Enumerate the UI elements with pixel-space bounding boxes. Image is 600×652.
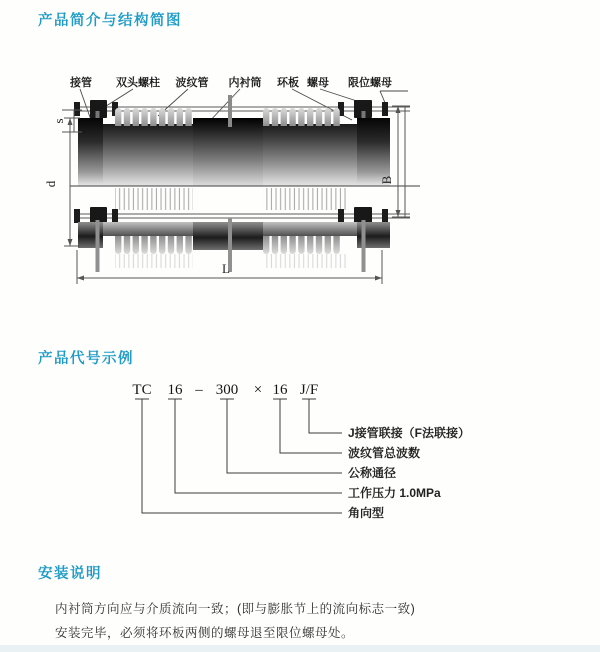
label-connecting-pipe: 接管 [70, 77, 92, 89]
installation-instructions [55, 597, 535, 645]
callout-angular-type: 角向型 [348, 506, 385, 520]
convolution-lines [115, 188, 347, 210]
code-breakdown-svg [40, 378, 520, 532]
section-title-code: 产品代号示例 [38, 351, 134, 367]
callout-connection: J接管联接（F法联接） [348, 426, 471, 440]
dim-label-B: B [379, 175, 394, 185]
code-part-diameter: 300 [215, 382, 239, 398]
page-footer-strip [0, 645, 600, 652]
code-part-pressure: 16 [167, 382, 183, 398]
callout-working-pressure: 工作压力 1.0MPa [348, 486, 441, 500]
code-callout-lines [135, 399, 342, 513]
section-title-intro: 产品简介与结构简图 [38, 13, 182, 29]
label-ring-plate: 环板 [277, 77, 299, 89]
label-nut: 螺母 [307, 77, 329, 89]
code-part-times: × [253, 382, 263, 398]
dim-label-s: s [51, 118, 66, 124]
section-title-install: 安装说明 [38, 566, 102, 582]
install-line-1: 内衬筒方向应与介质流向一致；(即与膨胀节上的流向标志一致) [55, 602, 416, 616]
install-line-2: 安装完毕，必须将环板两侧的螺母退至限位螺母处。 [55, 626, 355, 640]
dim-label-L: L [222, 261, 230, 276]
code-part-dash: – [195, 382, 203, 398]
bellows-diagram-svg [30, 60, 460, 297]
dim-label-d: d [43, 180, 58, 188]
code-part-waves: 16 [272, 382, 288, 398]
joint-body-lower [74, 207, 410, 272]
code-part-connection: J/F [299, 382, 319, 398]
product-code-example [40, 378, 520, 532]
label-double-stud: 双头螺柱 [116, 77, 160, 89]
callout-wave-count: 波纹管总波数 [348, 446, 421, 460]
dimension-d [43, 118, 80, 246]
callout-nominal-diameter: 公称通径 [348, 466, 397, 480]
label-limit-nut: 限位螺母 [348, 77, 392, 89]
code-part-type: TC [132, 382, 152, 398]
label-inner-liner: 内衬筒 [228, 77, 262, 89]
expansion-joint-diagram [30, 60, 460, 297]
label-bellows: 波纹管 [175, 77, 209, 89]
